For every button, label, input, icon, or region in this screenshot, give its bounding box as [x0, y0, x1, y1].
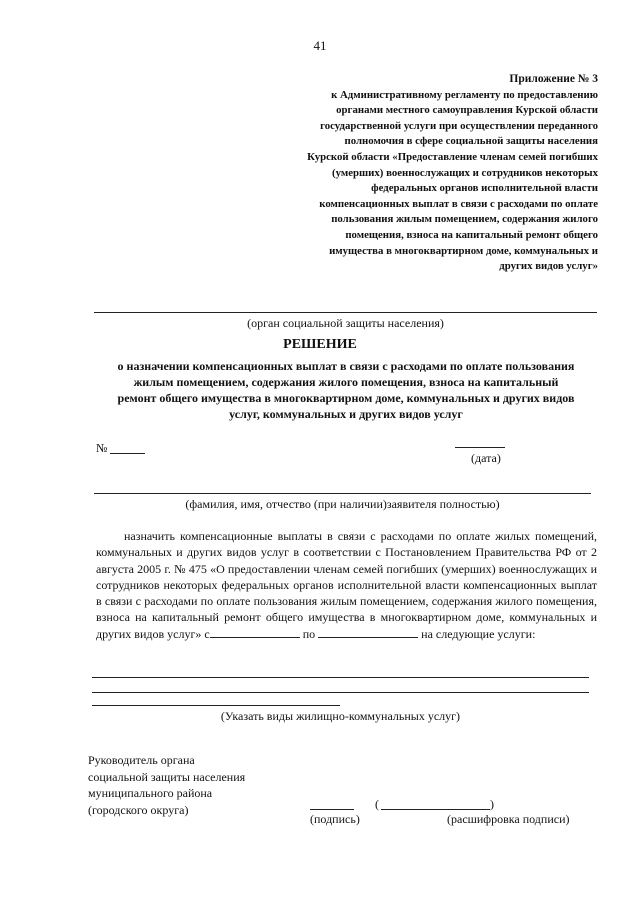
signature-caption: (подпись): [310, 812, 360, 826]
close-paren: ): [490, 797, 494, 811]
number-field-line[interactable]: [110, 453, 145, 454]
subject-line: услуг, коммунальных и других видов услуг: [229, 407, 463, 421]
appendix-line: государственной услуги при осуществлении переданного: [320, 119, 598, 132]
subject-line: жилым помещением, содержания жилого помещения, взноса на капитальный: [133, 375, 559, 389]
decision-subject: [96, 358, 596, 422]
appendix-line: полномочия в сфере социальной защиты населения: [344, 135, 598, 148]
appendix-line: имущества в многоквартирном доме, коммунальных и: [329, 244, 598, 257]
page-number: 41: [313, 38, 327, 53]
start-date-field[interactable]: [210, 627, 300, 638]
date-field-line[interactable]: [455, 447, 505, 448]
appendix-line: пользования жилым помещением, содержания жилого: [331, 213, 598, 226]
appendix-title: Приложение № 3: [509, 73, 598, 85]
signer-line: муниципального района: [88, 786, 213, 800]
applicant-caption: (фамилия, имя, отчество (при наличии)заявителя полностью): [185, 497, 500, 511]
organ-field-line[interactable]: [94, 312, 597, 313]
appendix-line: компенсационных выплат в связи с расходами по оплате: [319, 197, 598, 210]
appendix-line: других видов услуг»: [499, 260, 598, 273]
appendix-line: Курской области «Предоставление членам семей погибших: [307, 150, 598, 163]
appendix-line: к Административному регламенту по предоставлению: [331, 88, 598, 101]
services-field-line[interactable]: [92, 677, 589, 678]
services-field-line[interactable]: [92, 705, 340, 706]
applicant-field-line[interactable]: [94, 493, 591, 494]
body-to-label: по: [302, 626, 316, 641]
subject-line: о назначении компенсационных выплат в связи с расходами по оплате пользования: [117, 359, 575, 373]
signer-line: социальной защиты населения: [88, 769, 246, 784]
decode-caption: (расшифровка подписи): [447, 812, 570, 826]
signature-field-line[interactable]: [310, 809, 354, 810]
subject-line: ремонт общего имущества в многоквартирном доме, коммунальных и других видов: [117, 391, 575, 405]
end-date-field[interactable]: [318, 627, 418, 638]
decision-body: [96, 528, 597, 642]
signature-decode-field-line[interactable]: [381, 809, 490, 810]
appendix-line: органами местного самоуправления Курской области: [336, 104, 598, 117]
number-label: №: [96, 441, 108, 455]
document-heading: РЕШЕНИЕ: [283, 337, 357, 352]
appendix-line: федеральных органов исполнительной власти: [371, 182, 598, 195]
signer-line: Руководитель органа: [88, 753, 195, 767]
body-tail: на следующие услуги:: [421, 626, 536, 641]
organ-caption: (орган социальной защиты населения): [247, 316, 444, 330]
appendix-line: помещения, взноса на капитальный ремонт общего: [345, 228, 598, 241]
body-text: назначить компенсационные выплаты в связи с расходами по оплате жилых помещений, коммунальных и других видов услуг в соответствии с Постановлением Правительства РФ от 2 августа 2005 г. № 475 «О предоставлении членам семей погибших (умерших) военнослужащих и сотрудников некоторых федеральных органов исполнительной власти компенсационных выплат в связи с расходами по оплате пользования жилым помещением, содержания жилого помещения, взноса на капитальный ремонт общего имущества в многоквартирном доме, коммунальных и других видов услуг» с: [96, 529, 597, 641]
signer-block: [88, 752, 245, 818]
open-paren: (: [375, 797, 379, 811]
appendix-header: [262, 72, 598, 275]
appendix-line: (умерших) военнослужащих и сотрудников некоторых: [332, 166, 598, 179]
services-caption: (Указать виды жилищно-коммунальных услуг): [220, 709, 461, 723]
services-field-line[interactable]: [92, 692, 589, 693]
signer-line: (городского округа): [88, 802, 189, 817]
date-caption: (дата): [471, 451, 501, 465]
